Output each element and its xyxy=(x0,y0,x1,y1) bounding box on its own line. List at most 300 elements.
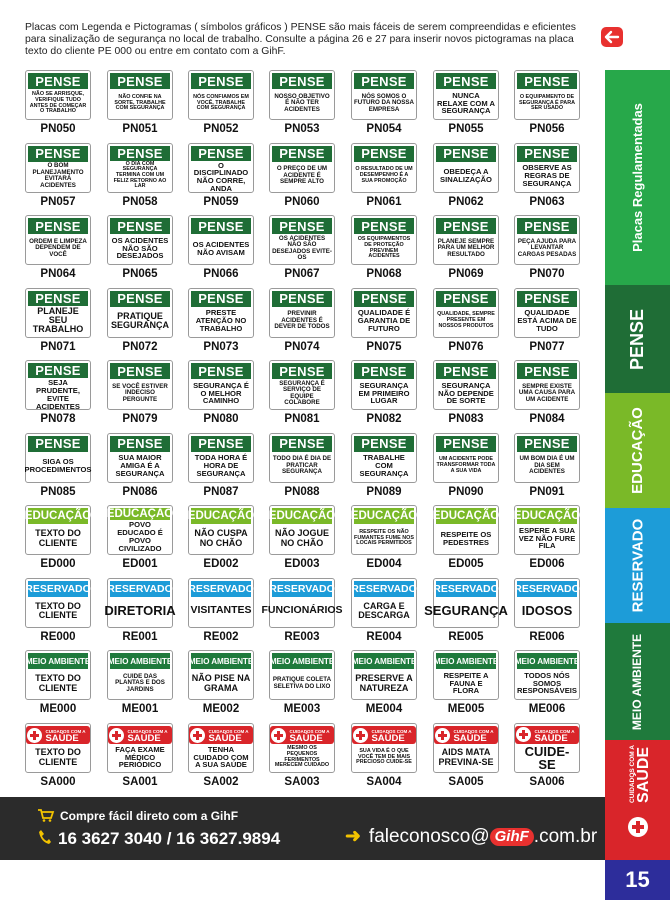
sign-item[interactable] xyxy=(351,215,417,287)
sign-plate xyxy=(269,143,335,193)
sign-code: PN083 xyxy=(448,413,484,425)
sign-row-pense xyxy=(25,143,605,213)
sign-header: PENSE xyxy=(272,291,332,307)
sign-header: PENSE xyxy=(28,146,88,162)
sign-text: NÃO SE ARRISQUE, VERIFIQUE TUDO ANTES DE COMEÇAR O TRABALHO xyxy=(29,91,87,115)
sign-header: PENSE xyxy=(28,218,88,234)
sign-header: PENSE xyxy=(517,146,577,162)
back-arrow-icon[interactable] xyxy=(601,27,623,47)
health-cross-icon xyxy=(628,817,648,837)
sign-text: RESPEITE OS NÃO FUMANTES FUME NOS LOCAIS PERMITIDOS xyxy=(354,528,414,547)
sidebar-tab[interactable] xyxy=(605,393,670,508)
sign-code: ME006 xyxy=(528,703,566,715)
sign-code: PN077 xyxy=(529,340,565,353)
sign-text: PRESERVE A NATUREZA xyxy=(355,673,413,693)
sign-text: PLANEJE SEMPRE PARA UM MELHOR RESULTADO xyxy=(437,237,495,258)
sign-text: ESPERE A SUA VEZ NÃO FURE FILA xyxy=(518,525,576,551)
sign-item[interactable] xyxy=(25,70,91,142)
sign-plate xyxy=(261,578,343,628)
sign-plate xyxy=(269,723,335,773)
sign-header: EDUCAÇÃO xyxy=(268,510,336,522)
sign-plate xyxy=(25,143,91,193)
sign-code: PN081 xyxy=(284,413,320,425)
sign-item[interactable] xyxy=(514,215,580,287)
sign-text: OBEDEÇA A SINALIZAÇÃO xyxy=(440,167,492,184)
sign-row-pense xyxy=(25,288,605,358)
sign-header: PENSE xyxy=(110,218,170,234)
sign-header: MEIO AMBIENTE xyxy=(436,653,496,669)
sign-header: PENSE xyxy=(354,363,414,379)
sign-header: RESERVADO xyxy=(269,582,335,595)
sign-item[interactable] xyxy=(351,433,417,505)
sign-header-small: CUIDADOS COM A xyxy=(208,729,249,734)
sign-item[interactable] xyxy=(269,505,335,577)
sign-header: PENSE xyxy=(191,218,251,234)
sign-code: SA002 xyxy=(203,775,239,788)
sign-plate xyxy=(269,360,335,410)
sign-code: RE000 xyxy=(40,630,76,643)
sign-code: PN088 xyxy=(284,485,320,498)
sign-header xyxy=(354,726,414,745)
sidebar-tab-label: MEIO AMBIENTE xyxy=(630,633,645,730)
sign-item[interactable] xyxy=(269,433,335,505)
sign-item[interactable] xyxy=(269,215,335,287)
sign-item[interactable] xyxy=(25,360,91,432)
sign-text: NÃO JOGUE NO CHÃO xyxy=(274,528,329,548)
footer-bar xyxy=(0,797,605,860)
sign-code: PN086 xyxy=(122,485,158,498)
sign-item[interactable] xyxy=(188,360,254,432)
sign-header: EDUCAÇÃO xyxy=(24,510,92,522)
sign-plate xyxy=(25,70,91,120)
sign-item[interactable] xyxy=(514,650,580,722)
sign-header: PENSE xyxy=(28,291,88,306)
sign-item[interactable] xyxy=(514,360,580,432)
sign-header: PENSE xyxy=(272,146,332,162)
sign-code: PN070 xyxy=(529,268,565,280)
sign-code: ED003 xyxy=(284,558,320,570)
sign-item[interactable] xyxy=(188,70,254,142)
sign-item[interactable] xyxy=(351,505,417,577)
sign-code: PN057 xyxy=(40,195,76,208)
sign-header: PENSE xyxy=(110,363,170,379)
sign-item[interactable] xyxy=(433,288,499,360)
sign-plate xyxy=(188,288,254,338)
sign-plate xyxy=(25,288,91,338)
sign-code: SA003 xyxy=(284,775,320,788)
sign-item[interactable] xyxy=(351,578,417,650)
sign-header: MEIO AMBIENTE xyxy=(272,653,332,669)
sign-item[interactable] xyxy=(107,143,173,215)
sign-plate xyxy=(433,433,499,483)
sign-code: PN090 xyxy=(448,485,484,498)
sign-item[interactable] xyxy=(433,505,499,577)
sign-item[interactable] xyxy=(433,143,499,215)
sign-text: RESPEITE OS PEDESTRES xyxy=(440,529,492,547)
sign-plate xyxy=(188,143,254,193)
sign-header-label: SAÚDE xyxy=(453,733,487,744)
sign-header: EDUCAÇÃO xyxy=(513,510,581,522)
health-cross-icon xyxy=(27,728,42,743)
sign-code: PN080 xyxy=(203,413,239,425)
sign-code: ED006 xyxy=(529,558,565,570)
sign-code: SA006 xyxy=(529,775,565,788)
sign-plate xyxy=(514,143,580,193)
sign-item[interactable] xyxy=(107,70,173,142)
sign-text: SEGURANÇA NÃO DEPENDE DE SORTE xyxy=(438,380,494,406)
health-cross-icon xyxy=(190,728,205,743)
phone-numbers[interactable]: 16 3627 3040 / 16 3627.9894 xyxy=(58,829,281,848)
sign-item[interactable] xyxy=(351,723,417,795)
sign-header xyxy=(110,726,170,745)
sign-text: SUA VIDA É O QUE VOCÊ TEM DE MAIS PRECIOSO CUIDE-SE xyxy=(356,747,412,766)
sign-code: ED001 xyxy=(122,558,158,570)
sign-plate xyxy=(107,215,173,265)
sign-text: NÃO CONFIE NA SORTE, TRABALHE COM SEGURANÇA xyxy=(114,93,166,112)
sign-code: ME001 xyxy=(121,703,159,715)
sign-code: PN061 xyxy=(366,195,402,208)
sign-text: OS ACIDENTES NÃO SÃO DESEJADOS xyxy=(111,235,169,261)
sign-plate xyxy=(107,433,173,483)
sign-item[interactable] xyxy=(261,578,343,650)
sign-item[interactable] xyxy=(433,70,499,142)
sign-item[interactable] xyxy=(514,723,580,795)
sign-plate xyxy=(25,578,91,628)
sign-header: PENSE xyxy=(28,73,88,89)
sidebar-tab-label: EDUCAÇÃO xyxy=(629,407,647,494)
sign-item[interactable] xyxy=(514,288,580,360)
sign-item[interactable] xyxy=(25,505,91,577)
sign-plate xyxy=(433,723,499,773)
sign-item[interactable] xyxy=(269,143,335,215)
sign-code: PN071 xyxy=(40,340,76,353)
sign-header: EDUCAÇÃO xyxy=(350,510,418,522)
sign-code: PN050 xyxy=(40,123,76,135)
sign-plate xyxy=(25,505,91,555)
sign-item[interactable] xyxy=(107,505,173,577)
sign-header: RESERVADO xyxy=(351,582,417,595)
sign-header: RESERVADO xyxy=(107,582,173,595)
sign-header-small: CUIDADOS COM A xyxy=(127,729,168,734)
sign-text: SIGA OS PROCEDIMENTOS xyxy=(24,457,92,474)
sign-item[interactable] xyxy=(188,505,254,577)
sign-text: FAÇA EXAME MÉDICO PERIÓDICO xyxy=(115,744,165,770)
sign-plate xyxy=(514,723,580,773)
sign-header xyxy=(28,726,88,745)
sign-code: PN084 xyxy=(529,413,565,425)
sidebar-tab[interactable] xyxy=(605,740,670,860)
sign-code: ME004 xyxy=(365,703,403,715)
sign-text: OS EQUIPAMENTOS DE PROTEÇÃO PREVINEM ACIDENTES xyxy=(357,236,411,260)
sign-header: PENSE xyxy=(354,73,414,89)
sign-header: PENSE xyxy=(354,146,414,162)
sign-header: PENSE xyxy=(110,436,170,452)
sign-code: RE005 xyxy=(448,630,484,643)
sign-plate xyxy=(107,360,173,410)
sign-item[interactable] xyxy=(424,578,508,650)
sign-plate xyxy=(351,578,417,628)
sign-code: PN087 xyxy=(203,485,239,498)
sign-plate xyxy=(25,215,91,265)
sign-item[interactable] xyxy=(269,723,335,795)
sign-code: ME002 xyxy=(202,703,240,715)
sign-header: PENSE xyxy=(517,363,577,379)
sign-header: PENSE xyxy=(517,218,577,234)
sign-header: PENSE xyxy=(191,291,251,307)
sign-plate xyxy=(25,650,91,700)
sign-header-small: CUIDADOS COM A xyxy=(371,729,412,734)
sign-text: O PREÇO DE UM ACIDENTE É SEMPRE ALTO xyxy=(276,165,328,186)
sidebar-tab[interactable] xyxy=(605,70,670,285)
sign-code: ED005 xyxy=(448,558,484,570)
sign-item[interactable] xyxy=(514,505,580,577)
sign-code: ME000 xyxy=(39,703,77,715)
sign-plate xyxy=(107,723,173,773)
sign-text: TODO DIA É DIA DE PRATICAR SEGURANÇA xyxy=(272,455,332,476)
sign-header: PENSE xyxy=(517,73,577,89)
intro-text: Placas com Legenda e Pictogramas ( símbolos gráficos ) PENSE são mais fáceis de serem compreendidas e eficientes para sinalização de segurança no local de trabalho. Consulte a página 26 e 27 para inserir novos pictogramas na placa texto do cliente PE 000 ou entre em contato com a GihF. xyxy=(25,22,576,58)
sign-code: ED002 xyxy=(203,558,239,570)
sign-header-label: SAÚDE xyxy=(534,732,568,744)
sign-code: PN089 xyxy=(366,485,402,498)
sign-code: PN069 xyxy=(448,268,484,280)
sign-plate xyxy=(433,650,499,700)
sign-text: O EQUIPAMENTO DE SEGURANÇA É PARA SER USADO xyxy=(518,93,575,112)
sign-header: PENSE xyxy=(517,291,577,307)
arrow-right-icon: ➜ xyxy=(345,826,361,847)
sign-code: ME005 xyxy=(447,703,485,715)
sign-item[interactable] xyxy=(351,360,417,432)
sign-header: PENSE xyxy=(436,291,496,307)
sign-text: QUALIDADE É GARANTIA DE FUTURO xyxy=(357,308,411,333)
sign-code: PN091 xyxy=(529,485,565,498)
sign-plate xyxy=(269,433,335,483)
sign-item[interactable] xyxy=(188,578,254,650)
sign-text: PRESTE ATENÇÃO NO TRABALHO xyxy=(195,308,247,333)
sign-item[interactable] xyxy=(514,143,580,215)
sign-item[interactable] xyxy=(269,650,335,722)
sign-header: RESERVADO xyxy=(188,582,254,595)
sign-text: QUALIDADE ESTÁ ACIMA DE TUDO xyxy=(517,308,577,333)
sign-text: FUNCIONÁRIOS xyxy=(261,604,343,617)
sign-header: EDUCAÇÃO xyxy=(187,510,255,522)
phone-icon xyxy=(38,829,52,850)
sign-text: PLANEJE SEU TRABALHO xyxy=(32,305,84,335)
sign-header xyxy=(191,726,251,745)
sign-header: PENSE xyxy=(436,218,496,234)
sign-header: RESERVADO xyxy=(514,582,580,595)
sidebar-tab[interactable] xyxy=(605,508,670,623)
sign-code: SA001 xyxy=(122,775,158,788)
sign-header-small: CUIDADOS COM A xyxy=(45,729,86,734)
sign-code: PN052 xyxy=(203,123,239,135)
sign-text: SEGURANÇA É SERVIÇO DE EQUIPE COLABORE xyxy=(279,379,325,406)
sign-row-pense xyxy=(25,70,605,140)
sidebar-tab-small-label: CUIDADOS COM A xyxy=(628,745,636,803)
sign-plate xyxy=(25,723,91,773)
sign-code: PN065 xyxy=(122,268,158,280)
email-contact[interactable]: ➜ faleconosco@ GihF .com.br xyxy=(345,826,598,847)
sign-item[interactable] xyxy=(433,650,499,722)
sign-item[interactable] xyxy=(188,215,254,287)
sign-code: PN066 xyxy=(203,268,239,280)
sign-text: SEJA PRUDENTE, EVITE ACIDENTES xyxy=(36,378,80,411)
sign-item[interactable] xyxy=(351,70,417,142)
sign-header: PENSE xyxy=(28,436,88,452)
sign-header xyxy=(436,726,496,745)
sign-item[interactable] xyxy=(25,650,91,722)
sign-plate xyxy=(351,650,417,700)
sign-text: TEXTO DO CLIENTE xyxy=(35,600,81,620)
sign-text: PEÇA AJUDA PARA LEVANTAR CARGAS PESADAS xyxy=(517,237,577,258)
sign-code: PN078 xyxy=(40,413,76,425)
sign-text: IDOSOS xyxy=(521,603,573,619)
sign-row-meio xyxy=(25,650,605,720)
sign-item[interactable] xyxy=(107,360,173,432)
sidebar-tab[interactable] xyxy=(605,623,670,740)
sign-code: PN053 xyxy=(284,123,320,135)
sidebar-tab[interactable] xyxy=(605,285,670,393)
sign-plate xyxy=(107,650,173,700)
sign-item[interactable] xyxy=(107,723,173,795)
sign-item[interactable] xyxy=(107,650,173,722)
sign-plate xyxy=(514,578,580,628)
sign-code: PN051 xyxy=(122,123,158,135)
sign-header: EDUCAÇÃO xyxy=(432,510,500,522)
sign-item[interactable] xyxy=(269,70,335,142)
sign-item[interactable] xyxy=(188,723,254,795)
sign-code: PN062 xyxy=(448,195,484,208)
sign-plate xyxy=(107,288,173,338)
sign-code: PN073 xyxy=(203,340,239,353)
sign-item[interactable] xyxy=(351,650,417,722)
sign-plate xyxy=(269,288,335,338)
sign-text: SEGURANÇA É O MELHOR CAMINHO xyxy=(193,380,249,406)
sign-plate xyxy=(514,215,580,265)
sign-code: RE002 xyxy=(203,630,239,643)
sign-plate xyxy=(188,578,254,628)
sign-header: PENSE xyxy=(354,436,414,452)
sign-item[interactable] xyxy=(433,215,499,287)
sign-header: MEIO AMBIENTE xyxy=(28,653,88,669)
sign-text: DIRETORIA xyxy=(104,603,176,619)
sign-header-small: CUIDADOS COM A xyxy=(289,729,330,734)
sign-header: PENSE xyxy=(272,218,332,234)
sign-header: PENSE xyxy=(436,363,496,379)
sign-item[interactable] xyxy=(107,433,173,505)
sidebar-tab-label: Placas Regulamentadas xyxy=(630,103,646,252)
sign-plate xyxy=(514,70,580,120)
sign-text: MESMO OS PEQUENOS FERIMENTOS MERECEM CUIDADO xyxy=(274,745,330,769)
sign-code: RE001 xyxy=(122,630,158,643)
sign-header: PENSE xyxy=(436,146,496,162)
sign-item[interactable] xyxy=(104,578,176,650)
sign-text: OBSERVE AS REGRAS DE SEGURANÇA xyxy=(522,163,572,188)
health-cross-icon xyxy=(516,727,531,742)
sign-code: PN067 xyxy=(284,268,320,280)
sign-item[interactable] xyxy=(188,650,254,722)
sign-code: PN063 xyxy=(529,195,565,208)
health-cross-icon xyxy=(109,728,124,743)
sign-code: ME003 xyxy=(283,703,321,715)
sign-header: PENSE xyxy=(191,436,251,452)
sign-plate xyxy=(433,360,499,410)
sign-item[interactable] xyxy=(107,215,173,287)
sign-text: TODOS NÓS SOMOS RESPONSÁVEIS xyxy=(517,670,577,696)
sign-plate xyxy=(351,723,417,773)
sign-text: TEXTO DO CLIENTE xyxy=(35,747,81,767)
sign-plate xyxy=(433,505,499,555)
sign-code: PN076 xyxy=(448,340,484,353)
sign-text: PRATIQUE SEGURANÇA xyxy=(110,310,169,330)
sign-plate xyxy=(188,650,254,700)
sign-plate xyxy=(188,70,254,120)
sign-item[interactable] xyxy=(25,578,91,650)
sign-plate xyxy=(351,143,417,193)
sign-item[interactable] xyxy=(351,288,417,360)
sign-plate xyxy=(188,505,254,555)
health-cross-icon xyxy=(271,728,286,743)
sign-item[interactable] xyxy=(269,360,335,432)
sign-plate xyxy=(107,70,173,120)
sign-item[interactable] xyxy=(269,288,335,360)
sign-item[interactable] xyxy=(107,288,173,360)
sign-item[interactable] xyxy=(188,143,254,215)
sign-text: PRATIQUE COLETA SELETIVA DO LIXO xyxy=(272,676,332,690)
sign-text: O RESULTADO DE UM DESEMPENHO É A SUA PROMOÇÃO xyxy=(355,166,413,184)
sign-header: PENSE xyxy=(272,73,332,89)
sign-code: PN085 xyxy=(40,485,76,498)
sign-plate xyxy=(351,505,417,555)
sign-text: NÓS SOMOS O FUTURO DA NOSSA EMPRESA xyxy=(354,92,414,113)
sign-item[interactable] xyxy=(25,433,91,505)
sign-header: MEIO AMBIENTE xyxy=(354,653,414,669)
sign-item[interactable] xyxy=(433,360,499,432)
sign-header-small: CUIDADOS COM A xyxy=(453,729,494,734)
sign-header-small: CUIDADOS COM A xyxy=(534,728,575,734)
sign-item[interactable] xyxy=(514,70,580,142)
sign-item[interactable] xyxy=(25,288,91,360)
sign-plate xyxy=(269,215,335,265)
sign-text: OS ACIDENTES NÃO AVISAM xyxy=(192,239,250,257)
sign-item[interactable] xyxy=(188,433,254,505)
sign-code: PN064 xyxy=(40,268,76,280)
sign-item[interactable] xyxy=(25,143,91,215)
sign-item[interactable] xyxy=(25,215,91,287)
sign-plate xyxy=(351,360,417,410)
sign-item[interactable] xyxy=(351,143,417,215)
sign-header: MEIO AMBIENTE xyxy=(191,653,251,669)
sign-item[interactable] xyxy=(433,433,499,505)
sign-plate xyxy=(25,433,91,483)
sign-plate xyxy=(351,288,417,338)
sign-text: UM ACIDENTE PODE TRANSFORMAR TODA A SUA VIDA xyxy=(436,456,496,474)
sign-header: MEIO AMBIENTE xyxy=(110,653,170,669)
sign-header: PENSE xyxy=(110,291,170,307)
sign-text: NÃO CUSPA NO CHÃO xyxy=(194,528,248,548)
sign-item[interactable] xyxy=(433,723,499,795)
sign-plate xyxy=(514,505,580,555)
sign-plate xyxy=(188,215,254,265)
sign-plate xyxy=(269,505,335,555)
sign-item[interactable] xyxy=(188,288,254,360)
sign-item[interactable] xyxy=(514,433,580,505)
sign-header-label: SAÚDE xyxy=(371,733,405,744)
sign-item[interactable] xyxy=(514,578,580,650)
sidebar-tab-label: PENSE xyxy=(627,308,647,370)
sign-text: NOSSO OBJETIVO É NÃO TER ACIDENTES xyxy=(274,92,330,113)
sign-item[interactable] xyxy=(25,723,91,795)
